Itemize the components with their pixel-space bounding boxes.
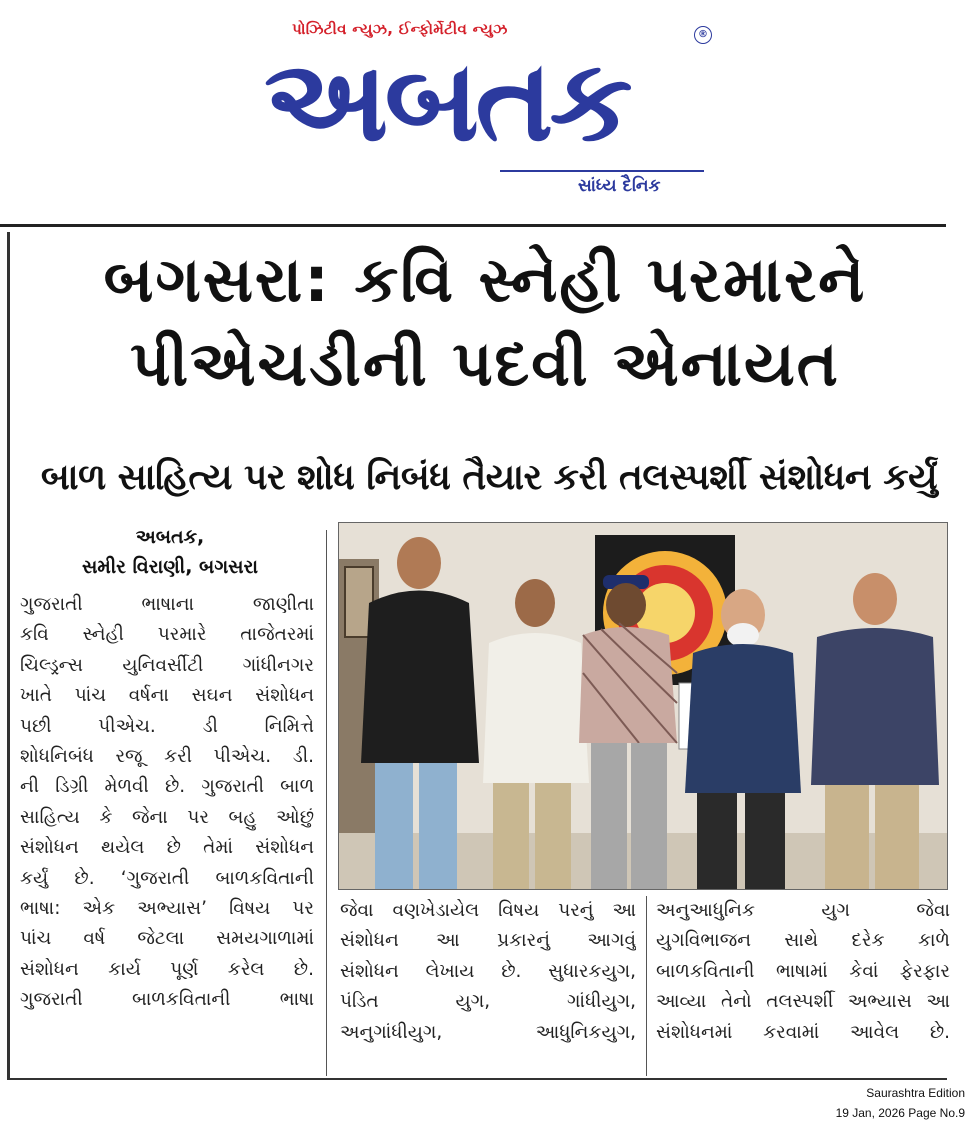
article-text-line: સંશોધન થયેલ છે તેમાં સંશોધન xyxy=(20,837,314,859)
subtitle-underline xyxy=(500,170,704,172)
article-text-line: ભાષા: એક અભ્યાસ’ વિષય પર xyxy=(20,897,314,919)
article-text-line: પછી પીએચ. ડી નિમિત્તે xyxy=(20,715,314,737)
article-subhead: બાળ સાહિત્ય પર શોધ નિબંધ તૈયાર કરી તલસ્પર્શી સંશોધન કર્યું xyxy=(40,457,938,498)
article-text-line: સંશોધન આ પ્રકારનું આગવું xyxy=(340,930,636,952)
article-column-1 xyxy=(20,590,314,1015)
article-text-line: ચિલ્ડ્રન્સ યુનિવર્સીટી ગાંધીનગર xyxy=(20,654,314,676)
article-text-line: અનુઆધુનિક યુગ જેવા xyxy=(656,900,950,921)
article-photo xyxy=(338,522,948,890)
newspaper-logo: અબતક xyxy=(264,35,629,167)
article-text-line: સંશોધન લેખાય છે. સુધારકયુગ, xyxy=(340,960,636,982)
registered-mark-icon: ® xyxy=(694,26,712,44)
article-text-line: જેવા વણખેડાયેલ વિષય પરનું આ xyxy=(340,900,636,921)
article-text-line: કર્યું છે. ‘ગુજરાતી બાળકવિતાની xyxy=(20,867,314,889)
column-divider-2 xyxy=(646,896,647,1076)
column-divider-1 xyxy=(326,530,327,1076)
article-text-line: ગુજરાતી ભાષાના જાણીતા xyxy=(20,594,314,615)
article-text-line: ની ડિગ્રી મેળવી છે. ગુજરાતી બાળ xyxy=(20,776,314,798)
masthead-divider xyxy=(0,224,946,227)
article-text-line: પાંચ વર્ષ જેટલા સમયગાળામાં xyxy=(20,928,314,950)
group-photo-illustration xyxy=(339,523,947,889)
article-text-line: કવિ સ્નેહી પરમારે તાજેતરમાં xyxy=(20,624,314,646)
article-text-line: સાહિત્ય કે જેના પર બહુ ઓછું xyxy=(20,806,314,828)
footer-date-page: 19 Jan, 2026 Page No.9 xyxy=(835,1106,965,1120)
article-text-line: ગુજરાતી બાળકવિતાની ભાષા xyxy=(20,989,314,1011)
byline-source: અબતક, xyxy=(135,526,205,548)
masthead-tagline: પોઝિટીવ ન્યુઝ, ઈન્ફોર્મેટીવ ન્યુઝ xyxy=(292,20,508,38)
article-text-line: યુગવિભાજન સાથે દરેક કાળે xyxy=(656,930,950,952)
article-text-line: આવ્યા તેનો તલસ્પર્શી અભ્યાસ આ xyxy=(656,991,950,1013)
masthead-subtitle: સાંધ્ય દૈનિક xyxy=(578,176,661,196)
article-text-line: અનુગાંધીયુગ, આધુનિકયુગ, xyxy=(340,1021,636,1043)
headline-line-2: પીએચડીની પદવી એનાયત xyxy=(130,327,840,400)
article-text-line: શોધનિબંધ રજૂ કરી પીએચ. ડી. xyxy=(20,745,314,767)
article-column-2 xyxy=(340,896,636,1048)
article-text-line: બાળકવિતાની ભાષામાં કેવાં ફેરફાર xyxy=(656,960,950,982)
footer-edition: Saurashtra Edition xyxy=(866,1086,965,1100)
article-text-line: સંશોધન કાર્ય પૂર્ણ કરેલ છે. xyxy=(20,958,314,980)
article-text-line: સંશોધનમાં કરવામાં આવેલ છે. xyxy=(656,1021,950,1043)
headline-line-1: બગસરા: કવિ સ્નેહી પરમારને xyxy=(103,243,867,316)
article-left-border xyxy=(7,232,10,1080)
article-byline xyxy=(20,522,320,582)
byline-author: સમીર વિરાણી, બગસરા xyxy=(81,556,259,578)
article-headline xyxy=(20,238,950,406)
article-bottom-rule xyxy=(7,1078,947,1080)
masthead xyxy=(0,0,975,226)
article-text-line: ખાતે પાંચ વર્ષના સઘન સંશોધન xyxy=(20,685,314,707)
article-column-3 xyxy=(656,896,950,1048)
article-text-line: પંડિત યુગ, ગાંધીયુગ, xyxy=(340,991,636,1013)
